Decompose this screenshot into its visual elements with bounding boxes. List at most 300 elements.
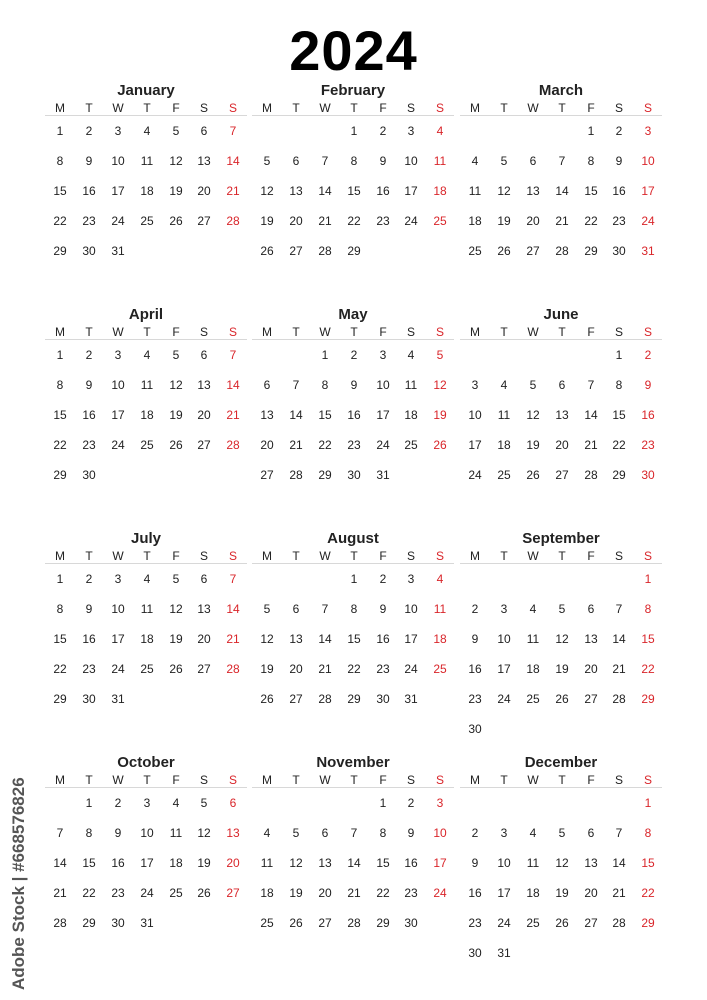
weekday-header: F <box>379 101 387 115</box>
day-cell: 1 <box>615 348 623 362</box>
day-cell: 27 <box>584 692 598 706</box>
day-cell: 20 <box>289 662 303 676</box>
day-cell: 28 <box>555 244 569 258</box>
day-cell: 17 <box>111 632 125 646</box>
day-cell: 19 <box>433 408 447 422</box>
day-cell: 4 <box>529 826 537 840</box>
weekday-header: T <box>558 101 566 115</box>
day-cell: 22 <box>53 214 67 228</box>
day-cell: 25 <box>140 214 154 228</box>
day-cell: 1 <box>56 348 64 362</box>
weekday-header: F <box>379 325 387 339</box>
weekday-header: S <box>199 325 208 339</box>
day-cell: 18 <box>140 632 154 646</box>
month-may <box>252 306 452 516</box>
day-cell: 9 <box>407 826 415 840</box>
day-cell: 23 <box>641 438 655 452</box>
day-cell: 1 <box>321 348 329 362</box>
day-cell: 18 <box>526 662 540 676</box>
day-cell: 3 <box>114 348 122 362</box>
header-divider <box>460 563 662 564</box>
weekday-header: S <box>199 773 208 787</box>
day-cell: 4 <box>143 572 151 586</box>
day-cell: 5 <box>263 154 271 168</box>
day-cell: 12 <box>497 184 511 198</box>
weekday-header: F <box>587 773 595 787</box>
day-cell: 17 <box>497 662 511 676</box>
day-cell: 3 <box>114 124 122 138</box>
weekday-header: W <box>112 325 124 339</box>
weekday-header: S <box>643 101 652 115</box>
day-cell: 15 <box>53 632 67 646</box>
day-cell: 13 <box>526 184 540 198</box>
weekday-header: T <box>292 549 300 563</box>
day-cell: 1 <box>644 572 652 586</box>
day-cell: 15 <box>641 856 655 870</box>
weekday-header: W <box>319 101 331 115</box>
day-cell: 22 <box>376 886 390 900</box>
day-cell: 29 <box>376 916 390 930</box>
weekday-header: F <box>172 549 180 563</box>
day-cell: 2 <box>644 348 652 362</box>
day-cell: 26 <box>169 214 183 228</box>
day-cell: 14 <box>289 408 303 422</box>
day-cell: 19 <box>555 662 569 676</box>
day-cell: 14 <box>226 602 240 616</box>
day-cell: 4 <box>436 124 444 138</box>
weekday-header: T <box>500 101 508 115</box>
month-august <box>252 530 452 740</box>
weekday-header: T <box>350 549 358 563</box>
day-cell: 29 <box>347 244 361 258</box>
day-cell: 17 <box>404 632 418 646</box>
day-cell: 14 <box>53 856 67 870</box>
weekday-header: M <box>262 101 272 115</box>
month-name: March <box>538 82 584 99</box>
day-cell: 7 <box>229 124 237 138</box>
day-cell: 30 <box>404 916 418 930</box>
weekday-header: T <box>500 773 508 787</box>
day-cell: 20 <box>555 438 569 452</box>
day-cell: 18 <box>140 184 154 198</box>
weekday-header: T <box>143 549 151 563</box>
day-cell: 9 <box>85 378 93 392</box>
day-cell: 12 <box>289 856 303 870</box>
day-cell: 15 <box>584 184 598 198</box>
calendar-year-title: 2024 <box>289 19 418 82</box>
weekday-header: W <box>527 773 539 787</box>
weekday-header: S <box>614 101 623 115</box>
day-cell: 21 <box>318 662 332 676</box>
day-cell: 10 <box>111 154 125 168</box>
weekday-header: F <box>379 773 387 787</box>
day-cell: 21 <box>226 632 240 646</box>
day-cell: 22 <box>53 662 67 676</box>
day-cell: 29 <box>347 692 361 706</box>
day-cell: 2 <box>379 572 387 586</box>
day-cell: 23 <box>347 438 361 452</box>
month-march <box>460 82 660 292</box>
day-cell: 14 <box>555 184 569 198</box>
day-cell: 24 <box>140 886 154 900</box>
day-cell: 13 <box>318 856 332 870</box>
day-cell: 6 <box>558 378 566 392</box>
day-cell: 6 <box>321 826 329 840</box>
day-cell: 13 <box>289 184 303 198</box>
day-cell: 22 <box>347 214 361 228</box>
day-cell: 4 <box>436 572 444 586</box>
day-cell: 24 <box>641 214 655 228</box>
day-cell: 15 <box>53 184 67 198</box>
day-cell: 24 <box>433 886 447 900</box>
header-divider <box>460 339 662 340</box>
day-cell: 6 <box>292 602 300 616</box>
day-cell: 28 <box>226 662 240 676</box>
day-cell: 3 <box>500 602 508 616</box>
day-cell: 5 <box>436 348 444 362</box>
day-cell: 28 <box>226 438 240 452</box>
weekday-header: T <box>558 325 566 339</box>
day-cell: 21 <box>584 438 598 452</box>
month-june <box>460 306 660 516</box>
day-cell: 2 <box>85 348 93 362</box>
day-cell: 11 <box>526 856 540 870</box>
day-cell: 31 <box>111 692 125 706</box>
day-cell: 8 <box>85 826 93 840</box>
day-cell: 13 <box>584 632 598 646</box>
day-cell: 25 <box>140 438 154 452</box>
day-cell: 20 <box>260 438 274 452</box>
day-cell: 31 <box>111 244 125 258</box>
day-cell: 29 <box>584 244 598 258</box>
day-cell: 19 <box>169 184 183 198</box>
weekday-header: F <box>379 549 387 563</box>
day-cell: 17 <box>433 856 447 870</box>
day-cell: 2 <box>85 572 93 586</box>
day-cell: 14 <box>612 632 626 646</box>
day-cell: 7 <box>350 826 358 840</box>
day-cell: 3 <box>500 826 508 840</box>
day-cell: 27 <box>226 886 240 900</box>
day-cell: 21 <box>226 184 240 198</box>
day-cell: 8 <box>615 378 623 392</box>
day-cell: 27 <box>289 692 303 706</box>
day-cell: 30 <box>82 692 96 706</box>
weekday-header: T <box>143 325 151 339</box>
weekday-header: W <box>112 549 124 563</box>
day-cell: 20 <box>197 184 211 198</box>
weekday-header: T <box>85 773 93 787</box>
day-cell: 2 <box>114 796 122 810</box>
header-divider <box>45 339 247 340</box>
weekday-header: M <box>262 549 272 563</box>
weekday-header: S <box>435 549 444 563</box>
month-name: October <box>117 754 175 771</box>
day-cell: 8 <box>56 154 64 168</box>
day-cell: 28 <box>612 916 626 930</box>
day-cell: 29 <box>641 692 655 706</box>
day-cell: 16 <box>82 408 96 422</box>
day-cell: 30 <box>82 468 96 482</box>
day-cell: 5 <box>558 602 566 616</box>
day-cell: 24 <box>111 214 125 228</box>
day-cell: 18 <box>497 438 511 452</box>
day-cell: 29 <box>53 692 67 706</box>
day-cell: 17 <box>376 408 390 422</box>
day-cell: 29 <box>53 468 67 482</box>
header-divider <box>460 115 662 116</box>
day-cell: 30 <box>376 692 390 706</box>
weekday-header: S <box>435 101 444 115</box>
weekday-header: S <box>406 549 415 563</box>
weekday-header: T <box>350 773 358 787</box>
day-cell: 1 <box>350 124 358 138</box>
day-cell: 30 <box>347 468 361 482</box>
day-cell: 26 <box>289 916 303 930</box>
day-cell: 13 <box>555 408 569 422</box>
day-cell: 15 <box>376 856 390 870</box>
month-name: August <box>327 530 379 547</box>
day-cell: 3 <box>114 572 122 586</box>
day-cell: 22 <box>612 438 626 452</box>
day-cell: 14 <box>612 856 626 870</box>
day-cell: 24 <box>111 438 125 452</box>
day-cell: 7 <box>615 602 623 616</box>
day-cell: 15 <box>318 408 332 422</box>
day-cell: 15 <box>82 856 96 870</box>
month-february <box>252 82 452 292</box>
day-cell: 19 <box>169 408 183 422</box>
day-cell: 7 <box>292 378 300 392</box>
day-cell: 16 <box>468 886 482 900</box>
day-cell: 9 <box>114 826 122 840</box>
header-divider <box>460 787 662 788</box>
day-cell: 18 <box>526 886 540 900</box>
weekday-header: F <box>587 325 595 339</box>
day-cell: 4 <box>471 154 479 168</box>
weekday-header: S <box>406 101 415 115</box>
day-cell: 8 <box>379 826 387 840</box>
day-cell: 4 <box>500 378 508 392</box>
day-cell: 16 <box>376 632 390 646</box>
day-cell: 16 <box>641 408 655 422</box>
day-cell: 16 <box>82 632 96 646</box>
weekday-header: T <box>292 325 300 339</box>
day-cell: 5 <box>263 602 271 616</box>
day-cell: 9 <box>379 602 387 616</box>
day-cell: 20 <box>289 214 303 228</box>
day-cell: 10 <box>111 378 125 392</box>
month-january <box>45 82 245 292</box>
day-cell: 11 <box>140 602 154 616</box>
day-cell: 5 <box>172 348 180 362</box>
day-cell: 4 <box>529 602 537 616</box>
weekday-header: S <box>614 325 623 339</box>
day-cell: 7 <box>558 154 566 168</box>
day-cell: 11 <box>260 856 274 870</box>
day-cell: 6 <box>200 348 208 362</box>
day-cell: 27 <box>289 244 303 258</box>
day-cell: 25 <box>260 916 274 930</box>
day-cell: 22 <box>318 438 332 452</box>
day-cell: 10 <box>404 154 418 168</box>
day-cell: 12 <box>260 184 274 198</box>
day-cell: 14 <box>226 154 240 168</box>
day-cell: 23 <box>612 214 626 228</box>
day-cell: 2 <box>615 124 623 138</box>
day-cell: 3 <box>436 796 444 810</box>
month-july <box>45 530 245 740</box>
day-cell: 7 <box>321 154 329 168</box>
day-cell: 15 <box>53 408 67 422</box>
weekday-header: W <box>112 773 124 787</box>
day-cell: 10 <box>497 632 511 646</box>
day-cell: 18 <box>433 184 447 198</box>
day-cell: 23 <box>376 662 390 676</box>
day-cell: 10 <box>376 378 390 392</box>
day-cell: 8 <box>644 602 652 616</box>
day-cell: 30 <box>468 722 482 736</box>
day-cell: 22 <box>82 886 96 900</box>
day-cell: 1 <box>379 796 387 810</box>
day-cell: 28 <box>289 468 303 482</box>
day-cell: 23 <box>376 214 390 228</box>
weekday-header: T <box>292 773 300 787</box>
weekday-header: T <box>143 101 151 115</box>
day-cell: 6 <box>229 796 237 810</box>
day-cell: 27 <box>197 438 211 452</box>
day-cell: 23 <box>468 916 482 930</box>
day-cell: 11 <box>140 154 154 168</box>
day-cell: 12 <box>260 632 274 646</box>
day-cell: 26 <box>526 468 540 482</box>
day-cell: 15 <box>347 184 361 198</box>
day-cell: 1 <box>56 124 64 138</box>
day-cell: 17 <box>140 856 154 870</box>
day-cell: 16 <box>111 856 125 870</box>
day-cell: 3 <box>471 378 479 392</box>
day-cell: 19 <box>526 438 540 452</box>
weekday-header: S <box>199 549 208 563</box>
day-cell: 25 <box>526 692 540 706</box>
header-divider <box>252 563 454 564</box>
day-cell: 28 <box>584 468 598 482</box>
day-cell: 18 <box>468 214 482 228</box>
weekday-header: F <box>172 101 180 115</box>
day-cell: 21 <box>555 214 569 228</box>
day-cell: 1 <box>350 572 358 586</box>
day-cell: 13 <box>226 826 240 840</box>
day-cell: 6 <box>292 154 300 168</box>
day-cell: 4 <box>143 124 151 138</box>
weekday-header: F <box>172 325 180 339</box>
weekday-header: M <box>470 101 480 115</box>
day-cell: 11 <box>497 408 511 422</box>
day-cell: 24 <box>497 916 511 930</box>
day-cell: 15 <box>612 408 626 422</box>
weekday-header: T <box>558 773 566 787</box>
day-cell: 2 <box>471 826 479 840</box>
day-cell: 9 <box>471 856 479 870</box>
day-cell: 11 <box>468 184 482 198</box>
day-cell: 20 <box>526 214 540 228</box>
day-cell: 22 <box>53 438 67 452</box>
day-cell: 13 <box>260 408 274 422</box>
day-cell: 6 <box>263 378 271 392</box>
day-cell: 10 <box>497 856 511 870</box>
weekday-header: T <box>85 325 93 339</box>
day-cell: 21 <box>612 886 626 900</box>
day-cell: 5 <box>200 796 208 810</box>
weekday-header: S <box>614 773 623 787</box>
day-cell: 16 <box>376 184 390 198</box>
day-cell: 26 <box>260 244 274 258</box>
day-cell: 11 <box>526 632 540 646</box>
day-cell: 16 <box>404 856 418 870</box>
day-cell: 9 <box>85 602 93 616</box>
day-cell: 6 <box>200 124 208 138</box>
day-cell: 24 <box>468 468 482 482</box>
header-divider <box>45 115 247 116</box>
day-cell: 27 <box>318 916 332 930</box>
day-cell: 21 <box>53 886 67 900</box>
weekday-header: W <box>527 325 539 339</box>
day-cell: 7 <box>56 826 64 840</box>
month-name: November <box>316 754 390 771</box>
day-cell: 7 <box>615 826 623 840</box>
weekday-header: F <box>587 549 595 563</box>
day-cell: 20 <box>226 856 240 870</box>
day-cell: 15 <box>641 632 655 646</box>
month-name: December <box>524 754 598 771</box>
month-name: May <box>338 306 368 323</box>
day-cell: 7 <box>321 602 329 616</box>
weekday-header: S <box>435 325 444 339</box>
day-cell: 19 <box>497 214 511 228</box>
weekday-header: S <box>435 773 444 787</box>
weekday-header: W <box>112 101 124 115</box>
day-cell: 18 <box>140 408 154 422</box>
day-cell: 2 <box>350 348 358 362</box>
day-cell: 29 <box>612 468 626 482</box>
day-cell: 26 <box>260 692 274 706</box>
day-cell: 19 <box>260 214 274 228</box>
day-cell: 10 <box>433 826 447 840</box>
day-cell: 5 <box>292 826 300 840</box>
day-cell: 26 <box>433 438 447 452</box>
weekday-header: S <box>643 773 652 787</box>
day-cell: 28 <box>318 244 332 258</box>
weekday-header: S <box>228 549 237 563</box>
weekday-header: T <box>350 325 358 339</box>
day-cell: 13 <box>584 856 598 870</box>
month-october <box>45 754 245 964</box>
day-cell: 12 <box>169 378 183 392</box>
day-cell: 22 <box>584 214 598 228</box>
day-cell: 8 <box>350 154 358 168</box>
day-cell: 6 <box>200 572 208 586</box>
day-cell: 28 <box>347 916 361 930</box>
day-cell: 12 <box>526 408 540 422</box>
day-cell: 24 <box>497 692 511 706</box>
day-cell: 25 <box>468 244 482 258</box>
month-december <box>460 754 660 964</box>
weekday-header: M <box>55 101 65 115</box>
day-cell: 16 <box>468 662 482 676</box>
day-cell: 26 <box>169 662 183 676</box>
day-cell: 18 <box>260 886 274 900</box>
day-cell: 14 <box>318 184 332 198</box>
